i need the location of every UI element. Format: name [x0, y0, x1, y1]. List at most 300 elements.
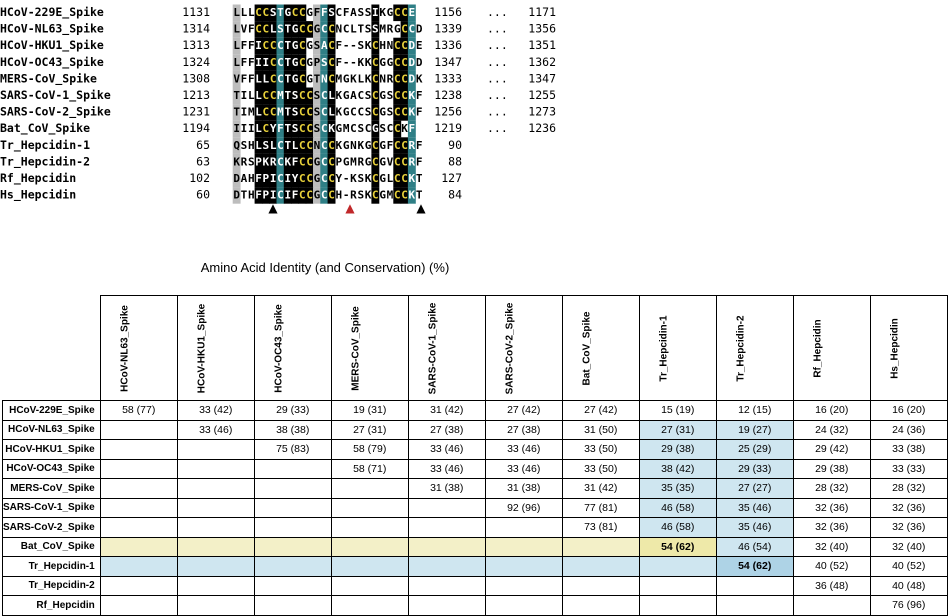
ellipsis: ... [487, 104, 508, 119]
residue: I [284, 172, 292, 185]
row-label: Tr_Hepcidin-1 [3, 557, 101, 577]
matrix-cell: 54 (62) [716, 557, 793, 577]
residue: K [408, 89, 416, 102]
column-header-label: Bat_CoV_Spike [581, 311, 593, 385]
matrix-cell [254, 518, 331, 538]
residue: M [342, 122, 350, 136]
residue: S [379, 122, 386, 136]
residue: G [379, 138, 386, 152]
residue: G [306, 39, 313, 53]
residue: C [262, 6, 270, 19]
residue: C [277, 188, 284, 202]
tail-position: 1356 [528, 21, 556, 36]
column-header-label: HCoV-HKU1_Spike [196, 303, 208, 393]
ellipsis: ... [487, 38, 508, 53]
residue: S [328, 6, 335, 19]
residue: C [372, 72, 379, 86]
matrix-cell [254, 459, 331, 479]
residue: R [386, 22, 394, 36]
residue: K [364, 55, 372, 69]
residue: G [306, 6, 313, 19]
tail-position: 1362 [528, 54, 556, 69]
matrix-cell [639, 576, 716, 596]
residue: I [255, 39, 262, 53]
residue: T [284, 105, 292, 119]
residue: G [393, 22, 401, 36]
residue: S [357, 188, 365, 202]
residue: C [291, 6, 299, 19]
residue: C [328, 172, 335, 185]
matrix-cell [100, 479, 177, 499]
column-header-label: SARS-CoV-1_Spike [427, 302, 439, 394]
end-position: 1238 [434, 88, 462, 102]
matrix-cell [331, 557, 408, 577]
residue: C [277, 55, 284, 69]
residue: L [233, 39, 240, 53]
residue: C [299, 105, 306, 119]
residue: C [401, 172, 408, 185]
residue: C [306, 89, 313, 102]
residue: C [306, 138, 313, 152]
residue: N [386, 39, 394, 53]
residue: D [415, 55, 423, 69]
matrix-cell [408, 537, 485, 557]
matrix-cell: 58 (71) [331, 459, 408, 479]
sequence-name: SARS-CoV-1_Spike [0, 88, 111, 102]
matrix-corner [3, 296, 101, 401]
start-position: 65 [196, 137, 210, 152]
residue: H [247, 172, 255, 185]
matrix-cell: 58 (77) [100, 401, 177, 421]
matrix-cell [408, 576, 485, 596]
end-position: 90 [448, 137, 462, 152]
matrix-cell [177, 537, 254, 557]
residue: I [233, 122, 240, 136]
residue: L [328, 89, 335, 102]
residue: L [247, 89, 255, 102]
sequence-name: Hs_Hepcidin [0, 187, 77, 202]
residue: F [335, 55, 343, 69]
residue: C [262, 89, 270, 102]
residue: G [291, 72, 299, 86]
sequence-name: HCoV-NL63_Spike [0, 21, 104, 36]
residue: G [386, 6, 394, 19]
matrix-row [3, 401, 948, 421]
residue: P [255, 155, 262, 169]
tail-position: 1171 [528, 5, 556, 19]
residue: C [277, 72, 284, 86]
matrix-cell: 33 (50) [562, 459, 639, 479]
residue: S [364, 105, 372, 119]
residue: Q [233, 138, 240, 152]
residue: T [240, 188, 248, 202]
residue: K [350, 172, 357, 185]
matrix-cell: 32 (40) [870, 537, 947, 557]
residue: C [401, 89, 408, 102]
matrix-cell: 32 (36) [870, 518, 947, 538]
residue: C [269, 72, 277, 86]
residue: F [247, 72, 255, 86]
column-header [100, 296, 177, 401]
residue: C [320, 138, 328, 152]
residue: C [328, 22, 335, 36]
column-header [485, 296, 562, 401]
matrix-cell: 16 (20) [870, 401, 947, 421]
residue: C [269, 39, 277, 53]
residue: C [299, 6, 306, 19]
residue: K [401, 122, 408, 136]
residue: S [291, 105, 299, 119]
residue: T [284, 22, 292, 36]
start-position: 60 [196, 187, 210, 202]
residue: N [313, 138, 321, 152]
residue: V [240, 22, 248, 36]
sequence-name: HCoV-229E_Spike [0, 5, 104, 19]
residue: T [284, 55, 292, 69]
residue: C [328, 55, 335, 69]
residue: C [320, 155, 328, 169]
residue: G [291, 22, 299, 36]
matrix-cell [100, 420, 177, 440]
residue: H [335, 188, 343, 202]
residue: C [262, 105, 270, 119]
matrix-cell [100, 557, 177, 577]
matrix-cell: 24 (32) [793, 420, 870, 440]
alignment-row [0, 21, 556, 38]
matrix-cell: 31 (38) [408, 479, 485, 499]
residue: T [284, 122, 292, 136]
matrix-cell [254, 537, 331, 557]
matrix-cell: 36 (48) [793, 576, 870, 596]
residue: G [291, 55, 299, 69]
matrix-cell: 75 (83) [254, 440, 331, 460]
residue: C [299, 55, 306, 69]
matrix-cell: 38 (42) [639, 459, 716, 479]
residue: I [247, 122, 255, 136]
row-label: HCoV-HKU1_Spike [3, 440, 101, 460]
residue: G [342, 72, 350, 86]
residue: R [408, 138, 416, 152]
alignment-row [0, 187, 462, 204]
residue: T [313, 72, 321, 86]
column-header-label: SARS-CoV-2_Spike [504, 302, 516, 394]
residue: C [255, 6, 262, 19]
residue: - [342, 172, 350, 185]
matrix-cell: 29 (33) [254, 401, 331, 421]
end-position: 1336 [434, 38, 462, 53]
residue: C [306, 22, 313, 36]
residue: F [415, 89, 423, 102]
residue: H [247, 138, 255, 152]
matrix-cell [100, 537, 177, 557]
residue: L [255, 138, 262, 152]
residue: L [255, 122, 262, 136]
matrix-cell: 46 (58) [639, 518, 716, 538]
residue: G [379, 155, 386, 169]
residue: A [320, 39, 328, 53]
ellipsis: ... [487, 121, 508, 136]
matrix-cell: 35 (46) [716, 498, 793, 518]
matrix-cell: 33 (46) [485, 459, 562, 479]
matrix-row [3, 498, 948, 518]
residue: F [247, 55, 255, 69]
row-label: HCoV-229E_Spike [3, 401, 101, 421]
ellipsis: ... [487, 5, 508, 19]
matrix-row [3, 440, 948, 460]
matrix-cell: 33 (46) [485, 440, 562, 460]
alignment-row [0, 104, 556, 121]
residue: A [350, 6, 357, 19]
start-position: 1313 [182, 38, 210, 53]
start-position: 63 [196, 154, 210, 169]
matrix-cell: 32 (36) [870, 498, 947, 518]
matrix-cell: 19 (31) [331, 401, 408, 421]
matrix-cell: 40 (48) [870, 576, 947, 596]
matrix-cell: 33 (33) [870, 459, 947, 479]
matrix-cell [485, 576, 562, 596]
residue: C [262, 39, 270, 53]
row-label: SARS-CoV-1_Spike [3, 498, 101, 518]
residue: C [393, 55, 401, 69]
residue: T [357, 22, 365, 36]
residue: G [364, 138, 372, 152]
residue: C [372, 105, 379, 119]
residue: C [393, 172, 401, 185]
matrix-cell [331, 537, 408, 557]
residue: L [350, 22, 357, 36]
residue: K [335, 105, 343, 119]
residue: C [393, 188, 401, 202]
matrix-cell [254, 596, 331, 616]
residue: S [313, 39, 321, 53]
residue: G [386, 55, 394, 69]
residue: C [393, 72, 401, 86]
matrix-cell: 33 (46) [177, 420, 254, 440]
residue: F [386, 138, 394, 152]
matrix-cell [254, 576, 331, 596]
residue: C [277, 172, 284, 185]
residue: C [299, 138, 306, 152]
row-label: MERS-CoV_Spike [3, 479, 101, 499]
residue: M [247, 105, 255, 119]
residue: F [240, 72, 248, 86]
matrix-cell [254, 479, 331, 499]
column-header [639, 296, 716, 401]
residue: C [393, 89, 401, 102]
alignment-row [0, 5, 556, 22]
residue: K [364, 188, 372, 202]
residue: S [313, 89, 321, 102]
matrix-cell: 33 (42) [177, 401, 254, 421]
matrix-cell [254, 557, 331, 577]
matrix-cell: 28 (32) [870, 479, 947, 499]
matrix-row [3, 576, 948, 596]
residue: I [262, 55, 270, 69]
matrix-row [3, 459, 948, 479]
end-position: 127 [441, 171, 462, 185]
residue: N [350, 138, 357, 152]
matrix-cell [408, 596, 485, 616]
alignment-row [0, 88, 556, 105]
residue: C [299, 89, 306, 102]
matrix-cell: 35 (35) [639, 479, 716, 499]
residue: S [386, 89, 394, 102]
residue: K [262, 155, 270, 169]
residue: C [328, 155, 335, 169]
residue: C [306, 122, 313, 136]
residue: C [372, 188, 379, 202]
column-header-label: Rf_Hepcidin [812, 318, 824, 378]
matrix-cell [177, 596, 254, 616]
residue: S [364, 6, 372, 19]
residue: G [379, 89, 386, 102]
matrix-cell [639, 596, 716, 616]
cysteine-marker: ▲ [345, 201, 355, 215]
residue: C [408, 22, 416, 36]
matrix-cell: 33 (46) [408, 440, 485, 460]
residue: K [408, 188, 416, 202]
matrix-row [3, 420, 948, 440]
matrix-cell: 35 (46) [716, 518, 793, 538]
start-position: 102 [189, 171, 210, 185]
residue: G [379, 105, 386, 119]
residue: S [291, 122, 299, 136]
residue: C [401, 72, 408, 86]
end-position: 1219 [434, 121, 462, 136]
residue: G [372, 122, 379, 136]
matrix-cell [793, 596, 870, 616]
residue: R [386, 72, 394, 86]
residue: T [415, 172, 423, 185]
residue: G [379, 188, 386, 202]
residue: C [335, 6, 343, 19]
end-position: 84 [448, 187, 462, 202]
matrix-cell [177, 440, 254, 460]
matrix-title: Amino Acid Identity (and Conservation) (%) [200, 260, 450, 275]
residue: - [342, 55, 350, 69]
column-header-label: Tr_Hepcidin-1 [658, 314, 670, 382]
end-position: 1333 [434, 71, 462, 86]
matrix-cell: 15 (19) [639, 401, 716, 421]
residue: C [328, 72, 335, 86]
end-position: 88 [448, 154, 462, 169]
residue: I [255, 55, 262, 69]
residue: F [247, 22, 255, 36]
residue: C [328, 188, 335, 202]
residue: K [328, 122, 335, 136]
residue: C [401, 22, 408, 36]
residue: C [401, 6, 408, 19]
residue: F [255, 188, 262, 202]
ellipsis: ... [487, 71, 508, 86]
sequence-name: MERS-CoV_Spike [0, 71, 97, 86]
residue: F [255, 172, 262, 185]
residue: A [240, 172, 248, 185]
residue: T [284, 39, 292, 53]
matrix-cell: 27 (31) [331, 420, 408, 440]
residue: C [320, 105, 328, 119]
alignment-row [0, 154, 462, 171]
residue: L [255, 105, 262, 119]
residue: M [379, 22, 386, 36]
residue: C [401, 55, 408, 69]
residue: C [372, 39, 379, 53]
residue: K [379, 6, 386, 19]
matrix-cell: 16 (20) [793, 401, 870, 421]
column-header [716, 296, 793, 401]
alignment-row [0, 71, 556, 88]
matrix-cell [177, 479, 254, 499]
residue: R [350, 188, 357, 202]
residue: C [372, 138, 379, 152]
residue: F [335, 39, 343, 53]
residue: D [408, 39, 416, 53]
column-header [254, 296, 331, 401]
matrix-cell [177, 498, 254, 518]
end-position: 1156 [434, 5, 462, 19]
residue: C [320, 89, 328, 102]
matrix-cell [177, 557, 254, 577]
residue: K [357, 55, 365, 69]
residue: L [269, 22, 277, 36]
residue: L [269, 138, 277, 152]
residue: S [247, 155, 255, 169]
matrix-cell: 40 (52) [793, 557, 870, 577]
residue: S [364, 22, 372, 36]
matrix-cell: 33 (38) [870, 440, 947, 460]
residue: C [299, 39, 306, 53]
residue: C [350, 122, 357, 136]
residue: L [233, 55, 240, 69]
residue: M [386, 188, 394, 202]
start-position: 1324 [182, 54, 210, 69]
residue: D [233, 188, 240, 202]
matrix-cell [485, 596, 562, 616]
residue: C [269, 105, 277, 119]
residue: L [386, 172, 394, 185]
column-header-row [3, 296, 948, 401]
residue: V [233, 72, 240, 86]
matrix-cell [331, 596, 408, 616]
residue: - [350, 39, 357, 53]
residue: G [313, 22, 321, 36]
matrix-cell: 32 (36) [793, 518, 870, 538]
residue: F [415, 105, 423, 119]
residue: F [277, 122, 284, 136]
matrix-cell: 27 (38) [485, 420, 562, 440]
matrix-cell: 27 (31) [639, 420, 716, 440]
residue: N [379, 72, 386, 86]
matrix-cell: 33 (50) [562, 440, 639, 460]
residue: C [393, 6, 401, 19]
matrix-cell: 29 (38) [639, 440, 716, 460]
residue: L [291, 138, 299, 152]
matrix-cell: 40 (52) [870, 557, 947, 577]
column-header-label: HCoV-OC43_Spike [273, 303, 285, 393]
residue: L [240, 6, 248, 19]
residue: K [364, 39, 372, 53]
row-label: Bat_CoV_Spike [3, 537, 101, 557]
residue: C [320, 188, 328, 202]
column-header [562, 296, 639, 401]
residue: G [313, 155, 321, 169]
residue: S [240, 138, 248, 152]
residue: D [408, 72, 416, 86]
matrix-cell [408, 518, 485, 538]
residue: C [386, 122, 394, 136]
matrix-cell [100, 576, 177, 596]
matrix-cell: 92 (96) [485, 498, 562, 518]
